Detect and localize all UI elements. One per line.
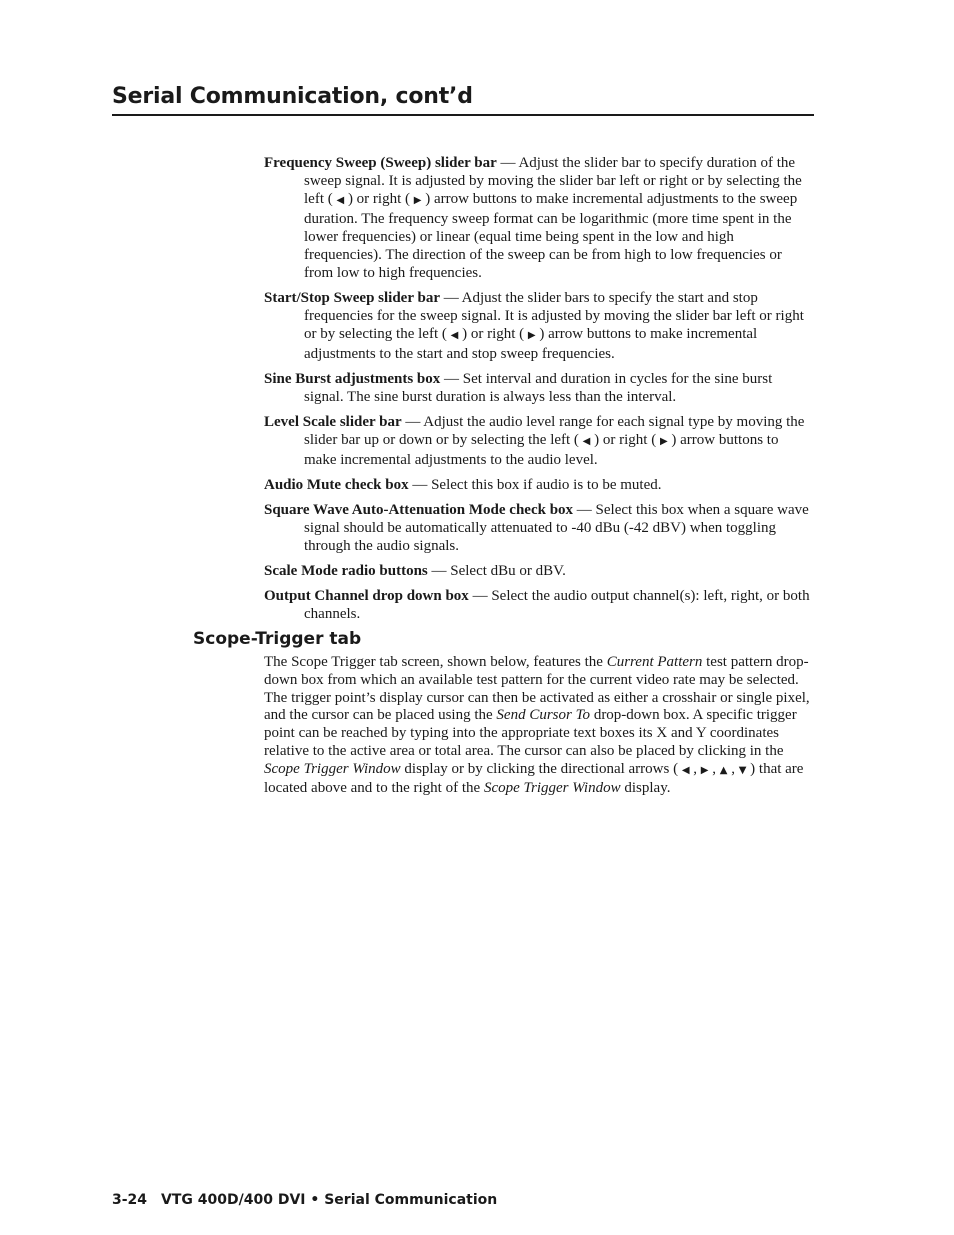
separator: , bbox=[727, 760, 739, 777]
left-arrow-icon: ◀ bbox=[681, 764, 690, 776]
separator: , bbox=[708, 760, 720, 777]
definition-text: — Select the audio output channel(s): left, right, or both channels. bbox=[304, 588, 810, 622]
page-number: 3-24 bbox=[112, 1192, 148, 1208]
definition-term: Sine Burst adjustments box bbox=[264, 371, 441, 387]
right-arrow-icon: ▶ bbox=[700, 764, 709, 776]
definition-sine-burst bbox=[264, 370, 814, 406]
down-arrow-icon: ▼ bbox=[738, 764, 747, 776]
definition-square-wave bbox=[264, 501, 814, 555]
definition-term: Start/Stop Sweep slider bar bbox=[264, 290, 440, 306]
definition-term: Frequency Sweep (Sweep) slider bar bbox=[264, 155, 497, 171]
body-text: test pattern drop-down box from which an available test pattern for the current video rate may be selected. The trigger point’s display cursor can then be activated as either a crosshair or single pixel, and the cursor can be placed using the bbox=[264, 654, 810, 724]
definition-text: — Select this box when a square wave signal should be automatically attenuated to -40 dBu (-42 dBV) when toggling through the audio signals. bbox=[304, 502, 809, 554]
scope-trigger-window-reference: Scope Trigger Window bbox=[264, 760, 401, 777]
left-arrow-icon: ◀ bbox=[336, 195, 345, 206]
definition-text: — Adjust the audio level range for each signal type by moving the slider bar up or down or by selecting the left ( bbox=[304, 414, 805, 448]
definition-text: ) or right ( bbox=[590, 432, 660, 448]
definition-text: — Select this box if audio is to be muted. bbox=[408, 477, 662, 493]
definition-start-stop-sweep bbox=[264, 289, 814, 363]
definition-audio-mute bbox=[264, 476, 814, 494]
scope-trigger-window-reference: Scope Trigger Window bbox=[483, 779, 621, 796]
section-heading: Scope-Trigger tab bbox=[193, 629, 362, 649]
page-title: Serial Communication, cont’d bbox=[112, 84, 473, 109]
definition-list bbox=[264, 154, 814, 630]
up-arrow-icon: ▲ bbox=[719, 764, 728, 776]
left-arrow-icon: ◀ bbox=[582, 436, 591, 447]
body-text: ) that are located above and to the right of the bbox=[264, 760, 804, 796]
body-text: drop-down box. A specific trigger point can be reached by typing into the appropriate text boxes its X and Y coordinates relative to the active area or total area. The cursor can also be placed by clicking in the bbox=[264, 707, 797, 759]
section-body bbox=[264, 654, 814, 797]
right-arrow-icon: ▶ bbox=[659, 436, 668, 447]
definition-term: Output Channel drop down box bbox=[264, 588, 469, 604]
definition-output-channel bbox=[264, 587, 814, 623]
definition-text: ) arrow buttons to make incremental adjustments to the audio level. bbox=[304, 432, 779, 468]
right-arrow-icon: ▶ bbox=[527, 330, 536, 341]
body-text: display or by clicking the directional arrows ( bbox=[400, 760, 682, 777]
definition-frequency-sweep bbox=[264, 154, 814, 282]
definition-text: ) or right ( bbox=[458, 326, 528, 342]
definition-text: ) arrow buttons to make incremental adjustments to the start and stop sweep frequencies. bbox=[304, 326, 758, 362]
definition-text: — Adjust the slider bars to specify the start and stop frequencies for the sweep signal. It is adjusted by moving the slider bar left or right or by selecting the left ( bbox=[304, 290, 804, 342]
definition-text: — Select dBu or dBV. bbox=[427, 563, 566, 579]
left-arrow-icon: ◀ bbox=[450, 330, 459, 341]
definition-text: ) or right ( bbox=[344, 191, 414, 207]
definition-term: Square Wave Auto-Attenuation Mode check box bbox=[264, 502, 574, 518]
footer-doc-title: VTG 400D/400 DVI • Serial Communication bbox=[161, 1192, 498, 1208]
body-text: display. bbox=[620, 779, 671, 796]
separator: , bbox=[689, 760, 701, 777]
send-cursor-to-reference: Send Cursor To bbox=[496, 707, 591, 724]
current-pattern-reference: Current Pattern bbox=[606, 654, 703, 670]
definition-text: — Set interval and duration in cycles for the sine burst signal. The sine burst duration is always less than the interval. bbox=[304, 371, 773, 405]
definition-level-scale bbox=[264, 413, 814, 469]
title-rule bbox=[112, 114, 814, 116]
definition-term: Scale Mode radio buttons bbox=[264, 563, 428, 579]
body-text: The Scope Trigger tab screen, shown below, features the bbox=[264, 654, 607, 670]
definition-scale-mode bbox=[264, 562, 814, 580]
right-arrow-icon: ▶ bbox=[413, 195, 422, 206]
definition-term: Level Scale slider bar bbox=[264, 414, 402, 430]
definition-text: ) arrow buttons to make incremental adjustments to the sweep duration. The frequency sweep format can be logarithmic (more time spent in the lower frequencies) or linear (equal time being spent in the low and high frequencies). The direction of the sweep can be from high to low frequencies or from low to high frequencies. bbox=[304, 191, 798, 281]
definition-term: Audio Mute check box bbox=[264, 477, 409, 493]
page-footer bbox=[112, 1191, 497, 1209]
definition-text: — Adjust the slider bar to specify duration of the sweep signal. It is adjusted by moving the slider bar left or right or by selecting the left ( bbox=[304, 155, 802, 207]
